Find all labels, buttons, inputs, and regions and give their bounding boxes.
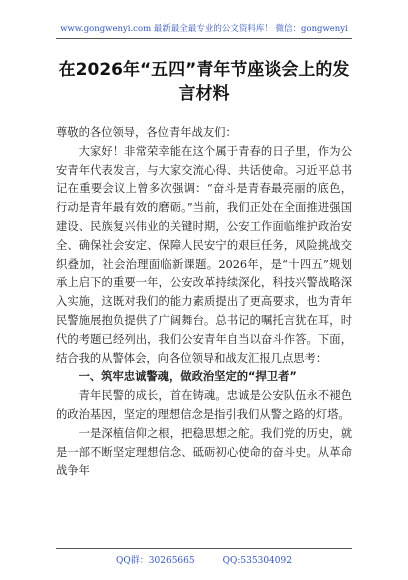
body-paragraph: 青年民警的成长，首在铸魂。忠诚是公安队伍永不褪色的政治基因，坚定的理想信念是指引我们从警之路的灯塔。 bbox=[56, 389, 352, 421]
document-title: 在2026年“五四”青年节座谈会上的发言材料 bbox=[58, 60, 350, 104]
page-footer bbox=[0, 553, 408, 566]
footer-qq-group: QQ群：30265665 bbox=[116, 556, 195, 566]
page-header: www.gongwenyi.com 最新最全最专业的公文资料库！ 微信：gongwenyi bbox=[60, 24, 348, 34]
body-paragraph: 大家好！非常荣幸能在这个属于青春的日子里，作为公安青年代表发言，与大家交流心得、共话使命。习近平总书记在重要会议上曾多次强调：“奋斗是青春最亮丽的底色，行动是青年最有效的磨砺。”当前，我们正处在全面推进强国建设、民族复兴伟业的关键时期，公安工作面临维护政治安全、确保社会安定、保障人民安宁的艰巨任务，风险挑战交织叠加，社会治理面临新课题。2026年，是“十四五”规划承上启下的重要一年，公安改革持续深化，科技兴警战略深入实施，这既对我们的能力素质提出了更高要求，也为青年民警施展抱负提供了广阔舞台。总书记的嘱托言犹在耳，时代的考题已经列出，我们公安青年自当以奋斗作答。下面，结合我的从警体会，向各位领导和战友汇报几点思考： bbox=[56, 144, 352, 365]
section-heading: 一、筑牢忠诚警魂，做政治坚定的“捍卫者” bbox=[78, 370, 297, 384]
salutation: 尊敬的各位领导，各位青年战友们： bbox=[56, 126, 237, 139]
footer-divider bbox=[56, 548, 352, 549]
footer-qq: QQ:535304092 bbox=[222, 556, 292, 566]
header-divider bbox=[56, 38, 352, 39]
document-body bbox=[56, 124, 352, 481]
body-paragraph: 一是深植信仰之根，把稳思想之舵。我们党的历史，就是一部不断坚定理想信念、砥砺初心使命的奋斗史。从革命战争年 bbox=[56, 426, 352, 478]
